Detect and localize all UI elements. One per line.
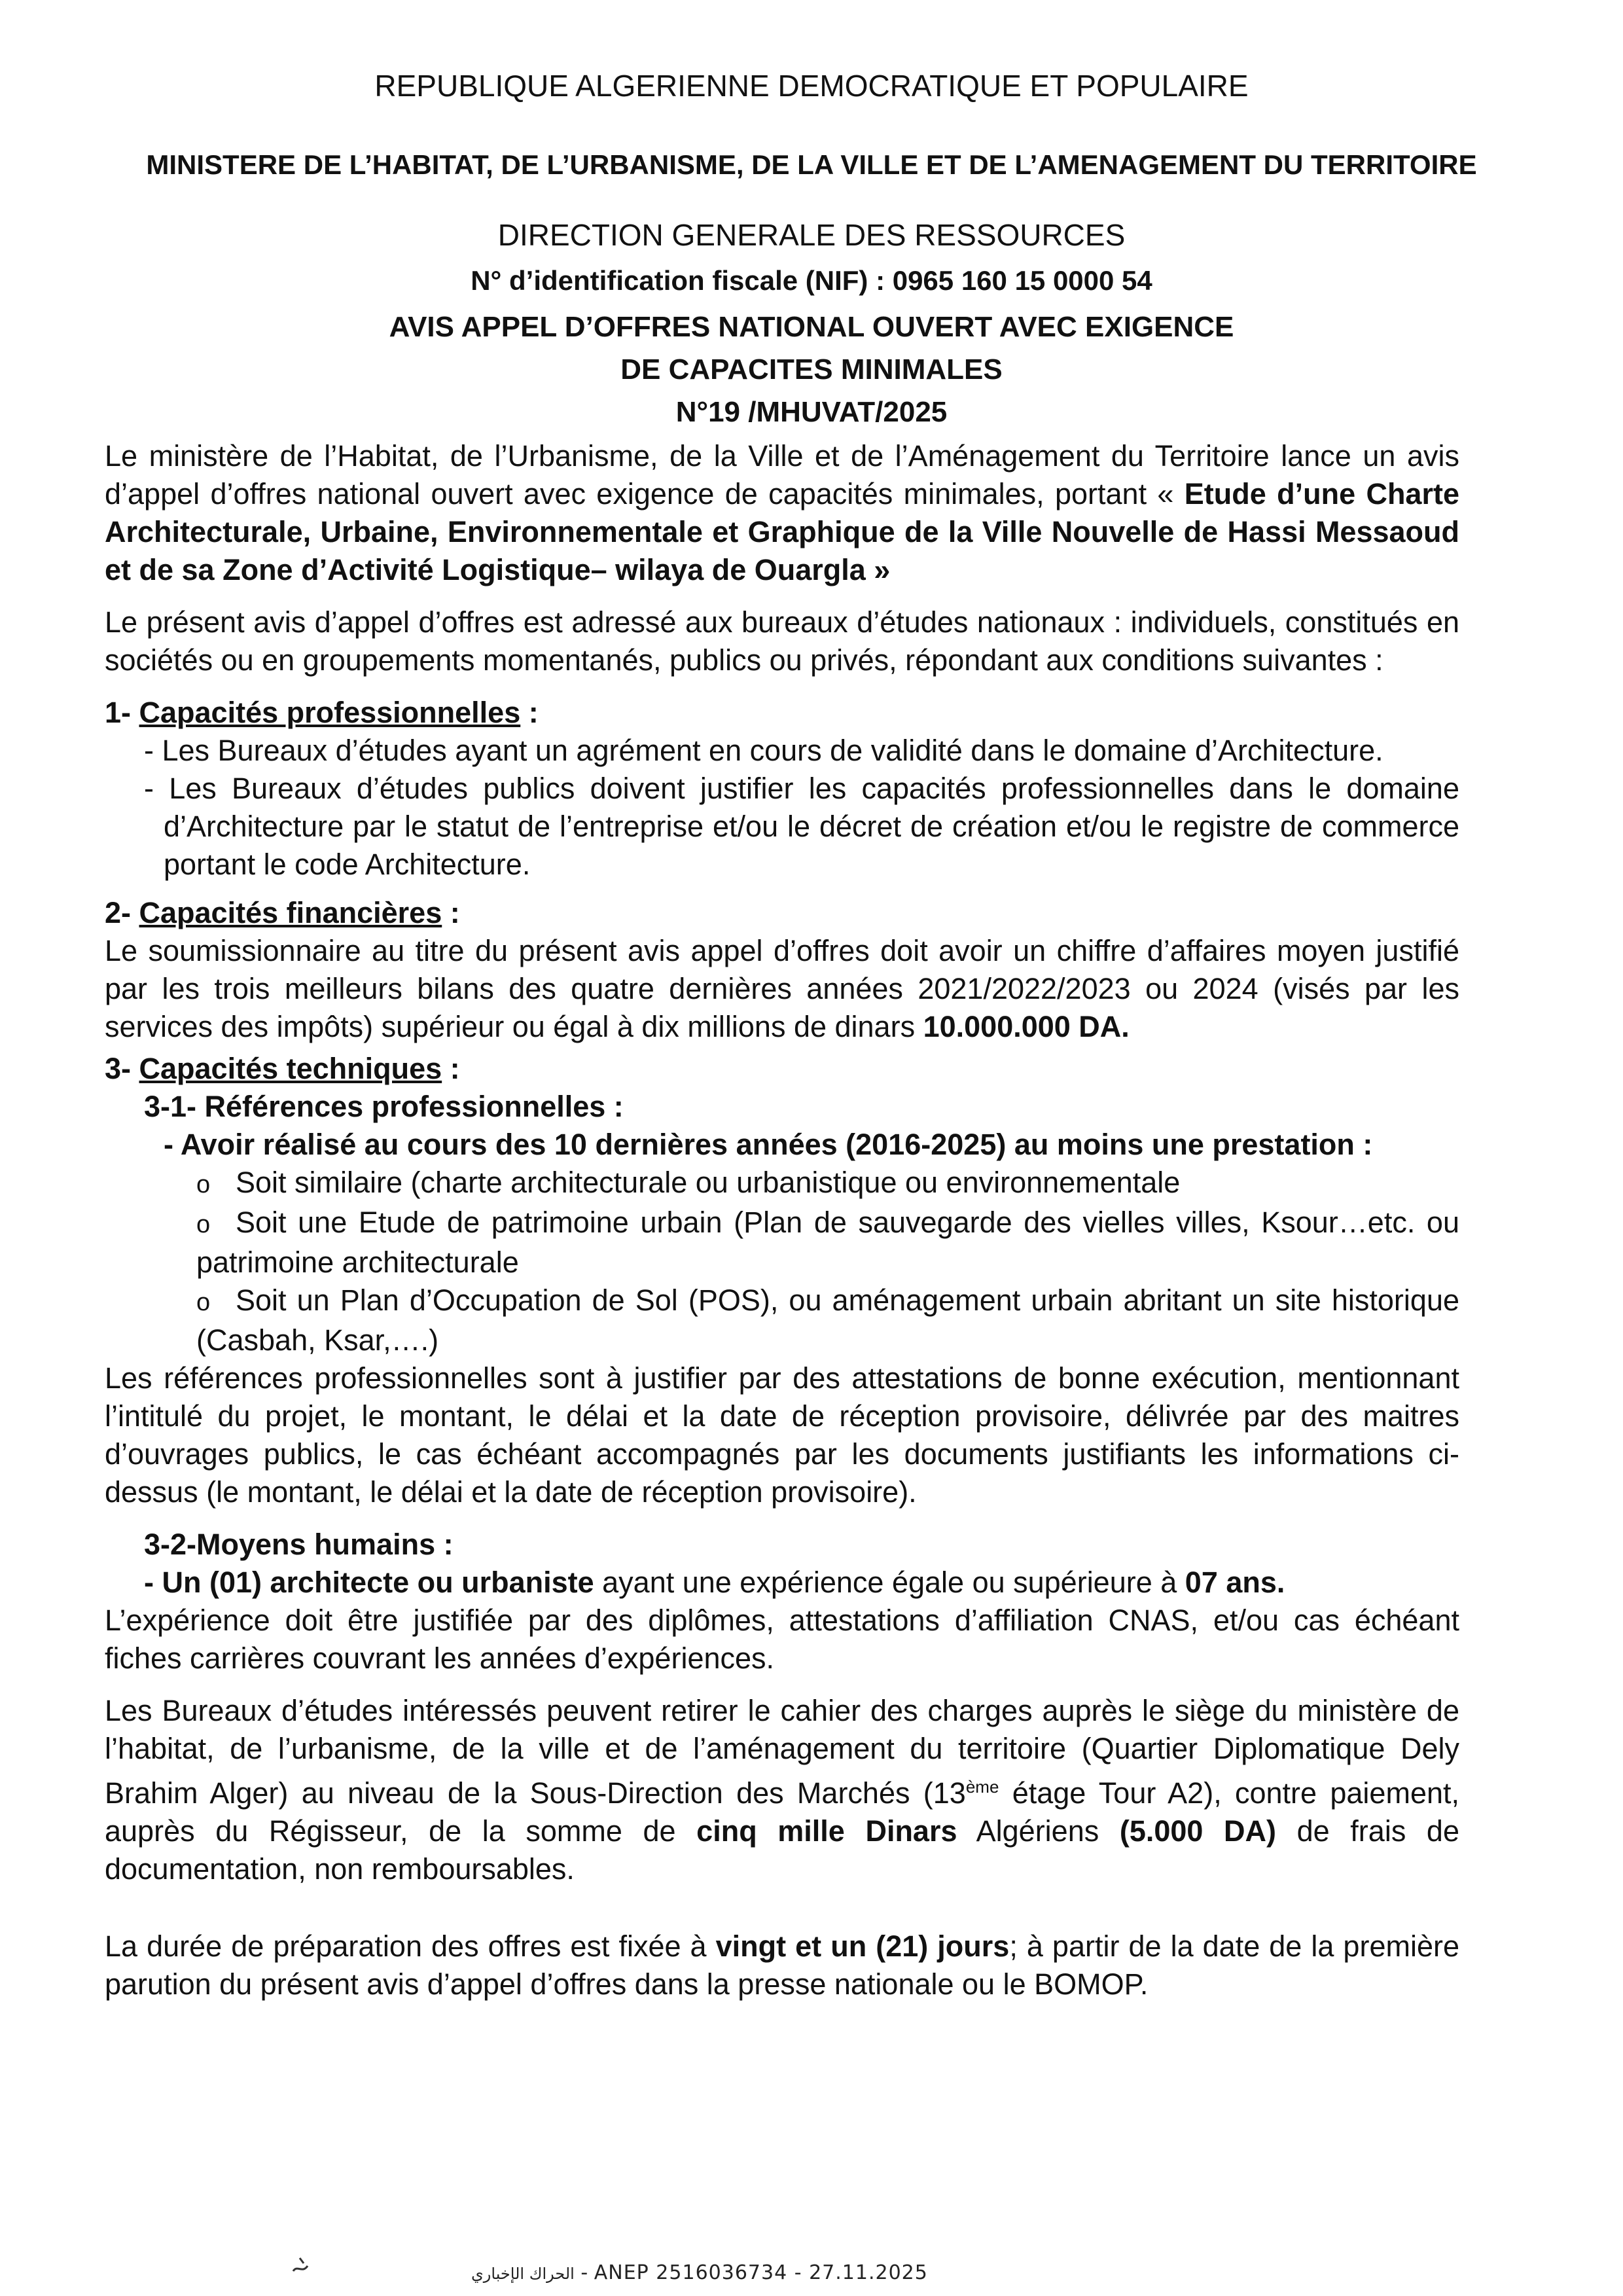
republic-heading: REPUBLIQUE ALGERIENNE DEMOCRATIQUE ET POPULAIRE <box>374 69 1249 103</box>
withdrawal-amount-words: cinq mille Dinars <box>696 1814 957 1848</box>
reference-bullet-3-text: Soit un Plan d’Occupation de Sol (POS), ou aménagement urbain abritant un site historique (Casbah, Ksar,….) <box>196 1283 1459 1357</box>
section3-colon: : <box>442 1052 460 1085</box>
section1-heading <box>105 694 1459 732</box>
section1-item-1: - Les Bureaux d’études ayant un agrément en cours de validité dans le domaine d’Architecture. <box>144 734 1383 767</box>
circle-bullet-icon: o <box>196 1289 211 1316</box>
withdrawal-text-4: de frais de documentation, non remboursables. <box>105 1814 1459 1886</box>
notice-title-line1: AVIS APPEL D’OFFRES NATIONAL OUVERT AVEC EXIGENCE <box>389 311 1234 343</box>
newspaper-name: الحراك الإخباري <box>471 2265 575 2283</box>
circle-bullet-icon: o <box>196 1171 211 1198</box>
duration-days: vingt et un (21) jours <box>715 1929 1010 1963</box>
section2-amount: 10.000.000 DA. <box>923 1010 1130 1043</box>
section3-heading <box>105 1050 1459 1088</box>
intro-paragraph <box>105 437 1459 589</box>
section3-number: 3- <box>105 1052 139 1085</box>
notice-body <box>105 437 1459 2003</box>
subsection-3-2-title: 3-2-Moyens humains : <box>144 1528 454 1561</box>
withdrawal-text-1: Les Bureaux d’études intéressés peuvent retirer le cahier des charges auprès le siège du ministère de l’habitat, de l’urbanisme, de la ville et de l’aménagement du territoire (Quartier Diplomatique Dely Brahim Alger) au niveau de la Sous-Direction des Marchés (13 <box>105 1694 1459 1810</box>
reference-bullet-2 <box>105 1204 1459 1282</box>
reference-bullet-3 <box>105 1282 1459 1359</box>
references-note: Les références professionnelles sont à justifier par des attestations de bonne exécution, mentionnant l’intitulé du projet, le montant, le délai et la date de réception provisoire, délivrée par des maitres d’ouvrages publics, le cas échéant accompagnés par les documents justifiants les informations ci-dessus (le montant, le délai et la date de réception provisoire). <box>105 1361 1459 1509</box>
scribble-mark-icon <box>288 2251 314 2278</box>
section2-number: 2- <box>105 896 139 929</box>
duration-text-2: ; à partir de la date de la première parution du présent avis d’appel d’offres dans la presse nationale ou le BOMOP. <box>105 1929 1459 2001</box>
experience-note: L’expérience doit être justifiée par des diplômes, attestations d’affiliation CNAS, et/ou cas échéant fiches carrières couvrant les années d’expériences. <box>105 1604 1459 1675</box>
addressees-paragraph: Le présent avis d’appel d’offres est adressé aux bureaux d’études nationaux : individuels, constitués en sociétés ou en groupements momentanés, publics ou privés, répondant aux conditions suivantes : <box>105 605 1459 677</box>
section2-text: Le soumissionnaire au titre du présent avis appel d’offres doit avoir un chiffre d’affaires moyen justifié par les trois meilleurs bilans des quatre dernières années 2021/2022/2023 ou 2024 (visés par les services des impôts) supérieur ou égal à dix millions de dinars <box>105 934 1459 1043</box>
floor-superscript: ème <box>965 1777 999 1797</box>
section2-heading <box>105 894 1459 932</box>
section2-title: Capacités financières <box>139 896 442 929</box>
nif-line: N° d’identification fiscale (NIF) : 0965 160 15 0000 54 <box>471 265 1152 296</box>
section2-colon: : <box>442 896 460 929</box>
withdrawal-text-3: Algériens <box>957 1814 1120 1848</box>
reference-bullet-1-text: Soit similaire (charte architecturale ou urbanistique ou environnementale <box>236 1166 1181 1199</box>
direction-heading: DIRECTION GENERALE DES RESSOURCES <box>497 218 1126 252</box>
withdrawal-text-2: étage Tour A2), contre paiement, auprès du Régisseur, de la somme de <box>105 1776 1459 1848</box>
reference-bullet-2-text: Soit une Etude de patrimoine urbain (Plan de sauvegarde des vielles villes, Ksour…etc. ou patrimoine architecturale <box>196 1206 1459 1279</box>
reference-bullet-1 <box>105 1164 1459 1204</box>
anep-reference: - ANEP 2516036734 - 27.11.2025 <box>574 2261 928 2284</box>
human-resources-item <box>105 1564 1459 1602</box>
withdrawal-paragraph <box>105 1692 1459 1888</box>
project-title: Etude d’une Charte Architecturale, Urbaine, Environnementale et Graphique de la Ville Nouvelle de Hassi Messaoud et de sa Zone d’Activité Logistique– wilaya de Ouargla » <box>105 477 1459 586</box>
section1-item-2: - Les Bureaux d’études publics doivent justifier les capacités professionnelles dans le domaine d’Architecture par le statut de l’entreprise et/ou le décret de création et/ou le registre de commerce portant le code Architecture. <box>144 772 1459 881</box>
section1-title: Capacités professionnelles <box>139 696 521 729</box>
publication-footer <box>471 2261 928 2284</box>
subsection-3-1-lead: - Avoir réalisé au cours des 10 dernières années (2016-2025) au moins une prestation : <box>164 1128 1373 1161</box>
section1-colon: : <box>520 696 539 729</box>
duration-text-1: La durée de préparation des offres est fixée à <box>105 1929 716 1963</box>
section3-title: Capacités techniques <box>139 1052 442 1085</box>
subsection-3-1-title: 3-1- Références professionnelles : <box>144 1090 624 1123</box>
architect-requirement: - Un (01) architecte ou urbaniste <box>144 1566 594 1599</box>
section1-number: 1- <box>105 696 139 729</box>
circle-bullet-icon: o <box>196 1211 211 1238</box>
experience-text: ayant une expérience égale ou supérieure à <box>594 1566 1185 1599</box>
ministry-heading: MINISTERE DE L’HABITAT, DE L’URBANISME, DE LA VILLE ET DE L’AMENAGEMENT DU TERRITOIRE <box>146 149 1477 180</box>
notice-title-line2: DE CAPACITES MINIMALES <box>620 353 1003 386</box>
withdrawal-amount: (5.000 DA) <box>1119 1814 1277 1848</box>
intro-text: Le ministère de l’Habitat, de l’Urbanisme, de la Ville et de l’Aménagement du Territoire lance un avis d’appel d’offres national ouvert avec exigence de capacités minimales, portant « <box>105 439 1459 511</box>
duration-paragraph <box>105 1928 1459 2003</box>
notice-number: N°19 /MHUVAT/2025 <box>675 396 948 428</box>
section2-paragraph <box>105 932 1459 1046</box>
experience-years: 07 ans. <box>1185 1566 1285 1599</box>
